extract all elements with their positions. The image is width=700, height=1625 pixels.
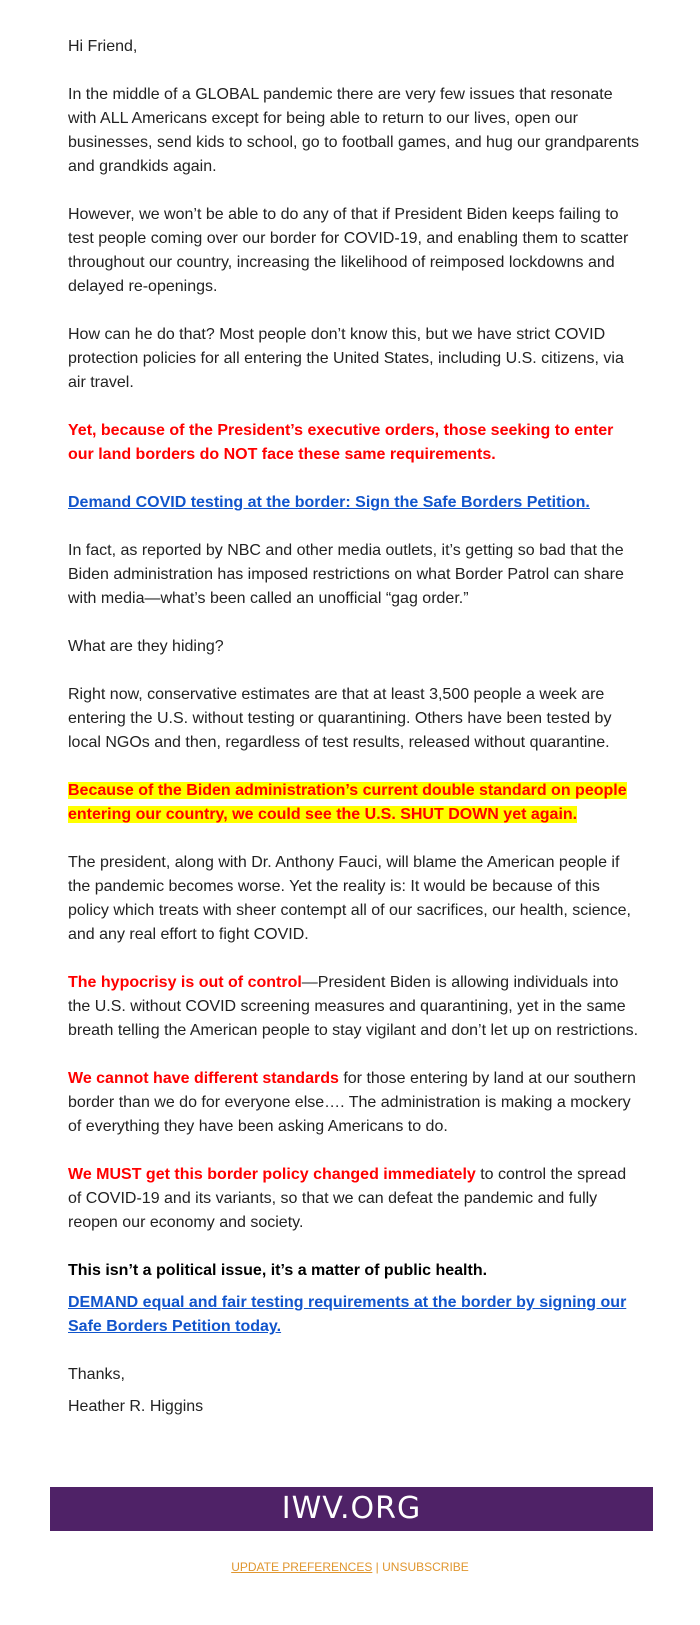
standards-rest: for those entering by land at our southern border than we do for everyone else…. The administration is making a mockery of everything they have been asking Americans to do. [68, 1070, 636, 1135]
paragraph-executive-orders: Yet, because of the President’s executive orders, those seeking to enter our land borders do NOT face these same requirements. [68, 422, 614, 463]
signature: Heather R. Higgins [68, 1398, 204, 1415]
paragraph-standards [68, 1067, 643, 1139]
hypocrisy-emphasis: The hypocrisy is out of control [68, 974, 302, 991]
petition-link-1[interactable]: Demand COVID testing at the border: Sign the Safe Borders Petition. [68, 494, 590, 511]
footer [0, 1560, 700, 1574]
hypocrisy-rest: —President Biden is allowing individuals into the U.S. without COVID screening measures and quarantining, yet in the same breath telling the American people to stay vigilant and don’t let up on restrictions. [68, 974, 639, 1039]
standards-emphasis: We cannot have different standards [68, 1070, 339, 1087]
email-content [68, 35, 643, 1427]
iwv-banner[interactable] [50, 1487, 653, 1531]
footer-separator: | [372, 1560, 383, 1574]
paragraph-hiding: What are they hiding? [68, 638, 224, 655]
paragraph-policy-change [68, 1163, 643, 1235]
policy-rest: to control the spread of COVID-19 and its variants, so that we can defeat the pandemic and fully reopen our economy and society. [68, 1166, 627, 1231]
unsubscribe-link[interactable]: UNSUBSCRIBE [382, 1560, 469, 1574]
petition-link-paragraph [68, 491, 643, 515]
greeting: Hi Friend, [68, 38, 138, 55]
petition-link-2[interactable]: DEMAND equal and fair testing requirements at the border by signing our Safe Borders Petition today. [68, 1294, 627, 1335]
paragraph-gag-order: In fact, as reported by NBC and other media outlets, it’s getting so bad that the Biden administration has imposed restrictions on what Border Patrol can share with media—what’s been called an unofficial “gag order.” [68, 542, 624, 607]
paragraph-estimates: Right now, conservative estimates are that at least 3,500 people a week are entering the U.S. without testing or quarantining. Others have been tested by local NGOs and then, regardless of test results, released without quarantine. [68, 686, 612, 751]
signoff: Thanks, [68, 1366, 125, 1383]
paragraph-air-travel: How can he do that? Most people don’t know this, but we have strict COVID protection policies for all entering the United States, including U.S. citizens, via air travel. [68, 326, 624, 391]
policy-emphasis: We MUST get this border policy changed immediately [68, 1166, 476, 1183]
petition-link-paragraph-2 [68, 1291, 643, 1339]
paragraph-border-testing: However, we won’t be able to do any of that if President Biden keeps failing to test people coming over our border for COVID-19, and enabling them to scatter throughout our country, increasing the likelihood of reimposed lockdowns and delayed re-openings. [68, 206, 629, 295]
paragraph-fauci: The president, along with Dr. Anthony Fauci, will blame the American people if the pandemic becomes worse. Yet the reality is: It would be because of this policy which treats with sheer contempt all of our sacrifices, our health, science, and any real effort to fight COVID. [68, 854, 631, 943]
paragraph-intro: In the middle of a GLOBAL pandemic there are very few issues that resonate with ALL Americans except for being able to return to our lives, open our businesses, send kids to school, go to football games, and hug our grandparents and grandkids again. [68, 86, 640, 175]
paragraph-public-health: This isn’t a political issue, it’s a matter of public health. [68, 1262, 488, 1279]
highlighted-text: Because of the Biden administration’s current double standard on people entering our country, we could see the U.S. SHUT DOWN yet again. [68, 782, 627, 823]
paragraph-double-standard [68, 779, 643, 827]
paragraph-hypocrisy [68, 971, 643, 1043]
banner-text: IWV.ORG [281, 1491, 422, 1526]
update-preferences-link[interactable]: UPDATE PREFERENCES [231, 1560, 373, 1574]
